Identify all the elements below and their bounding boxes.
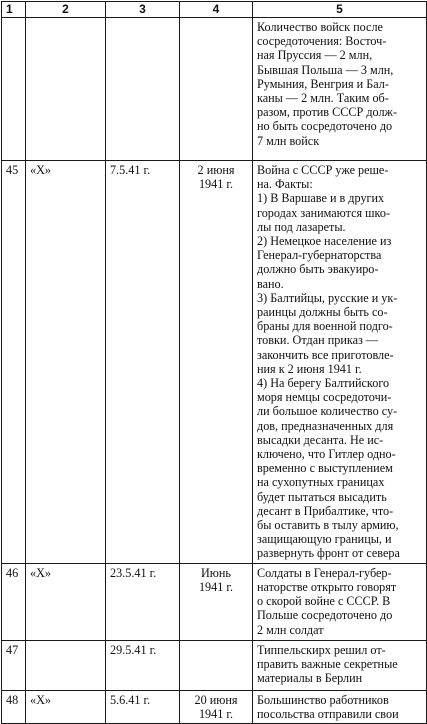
table-row	[2, 18, 427, 161]
row-number-cell: 48	[2, 690, 26, 723]
text-line: дов, предназначенных для	[257, 418, 394, 433]
report-text-cell	[253, 161, 427, 564]
intelligence-reports-table	[1, 1, 427, 724]
report-text-cell	[253, 18, 427, 161]
header-col-1: 1	[2, 2, 26, 18]
text-line: Типпельскирх решил от-	[257, 642, 386, 657]
text-line: городах занимаются шко-	[257, 205, 391, 220]
source-cell	[26, 640, 106, 690]
text-line: ключено, что Гитлер одно-	[257, 447, 396, 462]
text-line: на. Факты:	[257, 177, 313, 192]
table-row	[2, 690, 427, 723]
date-cell: 7.5.41 г.	[106, 161, 180, 564]
text-line: о скорой войне с СССР. В	[257, 594, 391, 609]
text-line: высадки десанта. Не ис-	[257, 432, 384, 447]
report-text-cell	[253, 563, 427, 640]
text-line: товки. Отдан приказ —	[257, 333, 379, 348]
deadline-cell	[180, 690, 253, 723]
report-text-cell	[253, 640, 427, 690]
deadline-line: 1941 г.	[198, 706, 234, 721]
text-line: Польше сосредоточено до	[257, 608, 393, 623]
text-line: Румыния, Венгрия и Бал-	[257, 76, 389, 91]
text-line: браны для военной подго-	[257, 319, 393, 334]
text-line: ная Пруссия — 2 млн,	[257, 48, 373, 63]
text-line: ли большое количество су-	[257, 404, 398, 419]
deadline-line: 2 июня	[197, 163, 235, 177]
deadline-line: 20 июня	[194, 692, 238, 707]
deadline-line: 1941 г.	[198, 177, 234, 192]
text-line: Солдаты в Генерал-губер-	[257, 565, 392, 580]
text-line: ния к 2 июня 1941 г.	[257, 361, 362, 376]
text-line: 2) Немецкое население из	[257, 234, 392, 249]
row-number-cell: 46	[2, 563, 26, 640]
header-col-4: 4	[180, 2, 253, 18]
source-cell	[26, 18, 106, 161]
text-line: бы оставить в тылу армию,	[257, 518, 399, 533]
deadline-cell	[180, 18, 253, 161]
text-line: временно с выступлением	[257, 461, 393, 476]
row-number-cell: 45	[2, 161, 26, 564]
text-line: лы под лазареты.	[257, 219, 346, 234]
header-row	[2, 2, 427, 18]
text-line: должно быть эвакуиро-	[257, 262, 379, 277]
table-row	[2, 161, 427, 564]
deadline-line: 1941 г.	[198, 579, 234, 594]
text-line: раинцы должны быть со-	[257, 305, 388, 320]
text-line: каны — 2 млн. Таким об-	[257, 91, 389, 106]
text-line: вано.	[257, 276, 284, 291]
date-cell: 5.6.41 г.	[106, 690, 180, 723]
text-line: 7 млн войск	[257, 133, 320, 148]
text-line: 3) Балтийцы, русские и ук-	[257, 290, 398, 305]
text-line: моря немцы сосредоточи-	[257, 390, 392, 405]
table-row	[2, 563, 427, 640]
text-line: 4) На берегу Балтийского	[257, 376, 390, 391]
text-line: посольства отправили свои	[257, 706, 399, 721]
date-cell: 23.5.41 г.	[106, 563, 180, 640]
source-cell: «Х»	[26, 563, 106, 640]
text-line: Большинство работников	[257, 692, 389, 707]
text-line: материалы в Берлин	[257, 671, 363, 686]
header-col-2: 2	[26, 2, 106, 18]
text-line: Генерал-губернаторства	[257, 248, 382, 263]
source-cell: «Х»	[26, 161, 106, 564]
text-line: защищающую границы, и	[257, 532, 392, 547]
text-line: сосредоточения: Восточ-	[257, 34, 387, 49]
text-line: Война с СССР уже реше-	[257, 163, 389, 177]
deadline-cell	[180, 161, 253, 564]
text-line: десант в Прибалтике, что-	[257, 503, 394, 518]
text-line: Бывшая Польша — 3 млн,	[257, 62, 394, 77]
header-col-5: 5	[253, 2, 427, 18]
text-line: закончить все приготовле-	[257, 347, 394, 362]
text-line: на сухопутных границах	[257, 475, 385, 490]
report-text-cell	[253, 690, 427, 723]
date-cell	[106, 18, 180, 161]
text-line: 2 млн солдат	[257, 622, 324, 637]
row-number-cell	[2, 18, 26, 161]
text-line: развернуть фронт от севера	[257, 546, 400, 561]
text-line: но быть сосредоточено до	[257, 119, 393, 134]
deadline-line: Июнь	[201, 565, 231, 580]
text-line: будет пытаться высадить	[257, 489, 387, 504]
header-col-3: 3	[106, 2, 180, 18]
deadline-cell	[180, 640, 253, 690]
text-line: наторстве открыто говорят	[257, 579, 397, 594]
row-number-cell: 47	[2, 640, 26, 690]
date-cell: 29.5.41 г.	[106, 640, 180, 690]
text-line: разом, против СССР долж-	[257, 105, 398, 120]
source-cell: «Х»	[26, 690, 106, 723]
deadline-cell	[180, 563, 253, 640]
text-line: править важные секретные	[257, 656, 398, 671]
table-row	[2, 640, 427, 690]
text-line: 1) В Варшаве и в других	[257, 191, 385, 206]
text-line: Количество войск после	[257, 20, 383, 34]
